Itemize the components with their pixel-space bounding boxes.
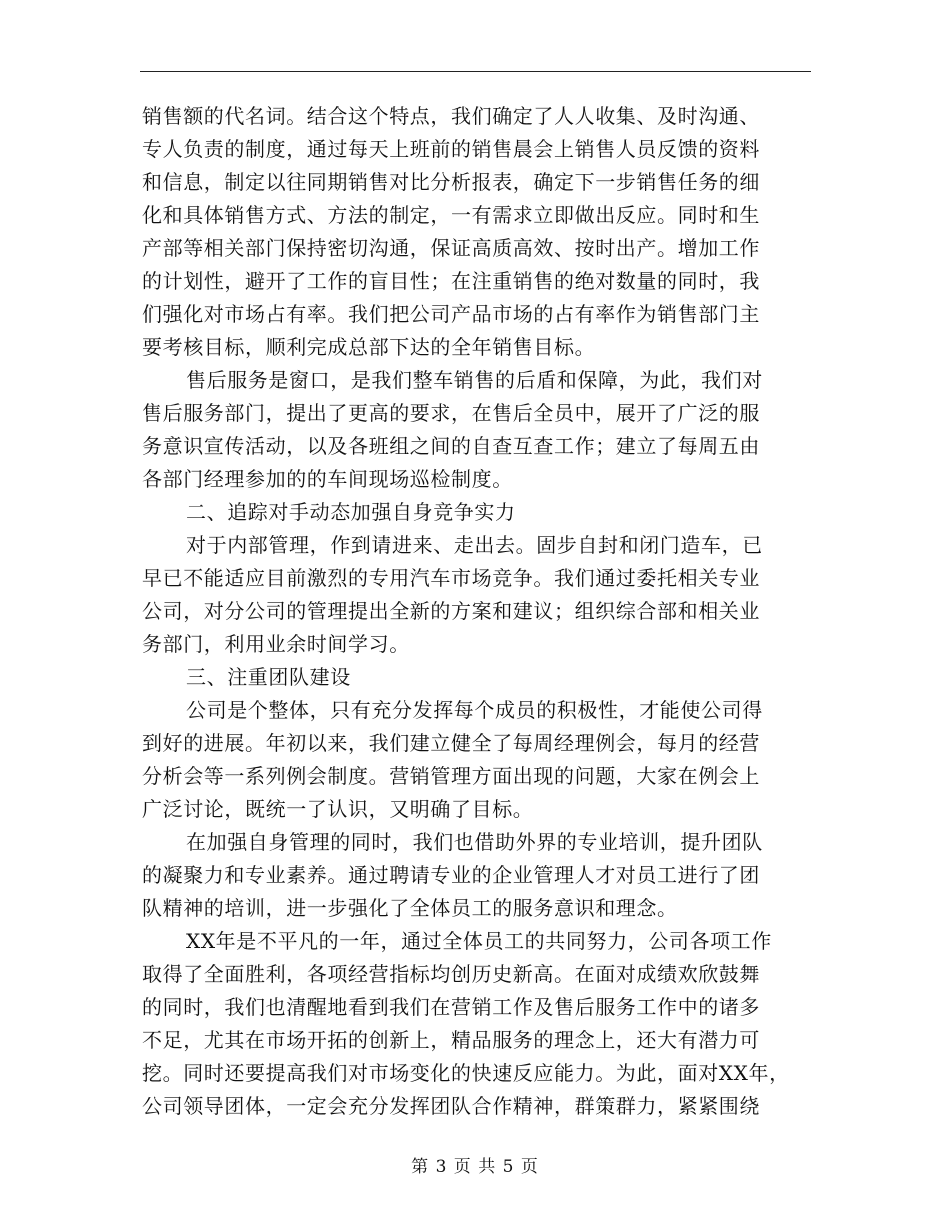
text-line: 销售额的代名词。结合这个特点，我们确定了人人收集、及时沟通、 xyxy=(142,104,760,128)
text-line: 公司，对分公司的管理提出全新的方案和建议；组织综合部和相关业 xyxy=(142,599,760,623)
text-line: 不足，尤其在市场开拓的创新上，精品服务的理念上，还大有潜力可 xyxy=(142,1028,760,1052)
text-line: 售后服务是窗口，是我们整车销售的后盾和保障，为此，我们对 xyxy=(186,368,763,392)
text-line: 们强化对市场占有率。我们把公司产品市场的占有率作为销售部门主 xyxy=(142,302,760,326)
text-line: 化和具体销售方式、方法的制定，一有需求立即做出反应。同时和生 xyxy=(142,203,760,227)
text-line: 挖。同时还要提高我们对市场变化的快速反应能力。为此，面对XX年， xyxy=(142,1061,790,1085)
text-line: 和信息，制定以往同期销售对比分析报表，确定下一步销售任务的细 xyxy=(142,170,760,194)
text-line: 到好的进展。年初以来，我们建立健全了每周经理例会，每月的经营 xyxy=(142,731,760,755)
text-line: 务意识宣传活动，以及各班组之间的自查互查工作；建立了每周五由 xyxy=(142,434,760,458)
text-line: 对于内部管理，作到请进来、走出去。固步自封和闭门造车，已 xyxy=(186,533,763,557)
text-line: 务部门，利用业余时间学习。 xyxy=(142,632,410,656)
text-line: 队精神的培训，进一步强化了全体员工的服务意识和理念。 xyxy=(142,896,678,920)
text-line: 公司是个整体，只有充分发挥每个成员的积极性，才能使公司得 xyxy=(186,698,763,722)
page-footer: 第 3 页 共 5 页 xyxy=(411,1157,539,1177)
text-line: 取得了全面胜利，各项经营指标均创历史新高。在面对成绩欢欣鼓舞 xyxy=(142,962,760,986)
text-line: 的凝聚力和专业素养。通过聘请专业的企业管理人才对员工进行了团 xyxy=(142,863,760,887)
text-line: 的计划性，避开了工作的盲目性；在注重销售的绝对数量的同时，我 xyxy=(142,269,760,293)
text-line: 三、注重团队建设 xyxy=(186,665,351,689)
text-line: 早已不能适应目前激烈的专用汽车市场竞争。我们通过委托相关专业 xyxy=(142,566,760,590)
text-line: 广泛讨论，既统一了认识，又明确了目标。 xyxy=(142,797,534,821)
text-line: 各部门经理参加的的车间现场巡检制度。 xyxy=(142,467,513,491)
header-rule xyxy=(140,71,811,72)
text-line: 公司领导团体，一定会充分发挥团队合作精神，群策群力，紧紧围绕 xyxy=(142,1094,760,1118)
text-line: 的同时，我们也清醒地看到我们在营销工作及售后服务工作中的诸多 xyxy=(142,995,760,1019)
text-line: 售后服务部门，提出了更高的要求，在售后全员中，展开了广泛的服 xyxy=(142,401,760,425)
text-line: 二、追踪对手动态加强自身竞争实力 xyxy=(186,500,516,524)
text-line: 专人负责的制度，通过每天上班前的销售晨会上销售人员反馈的资料 xyxy=(142,137,760,161)
text-line: XX年是不平凡的一年，通过全体员工的共同努力，公司各项工作 xyxy=(186,929,772,953)
text-line: 在加强自身管理的同时，我们也借助外界的专业培训，提升团队 xyxy=(186,830,763,854)
text-line: 要考核目标，顺利完成总部下达的全年销售目标。 xyxy=(142,335,596,359)
text-line: 分析会等一系列例会制度。营销管理方面出现的问题，大家在例会上 xyxy=(142,764,760,788)
document-body xyxy=(142,100,812,1123)
text-line: 产部等相关部门保持密切沟通，保证高质高效、按时出产。增加工作 xyxy=(142,236,760,260)
